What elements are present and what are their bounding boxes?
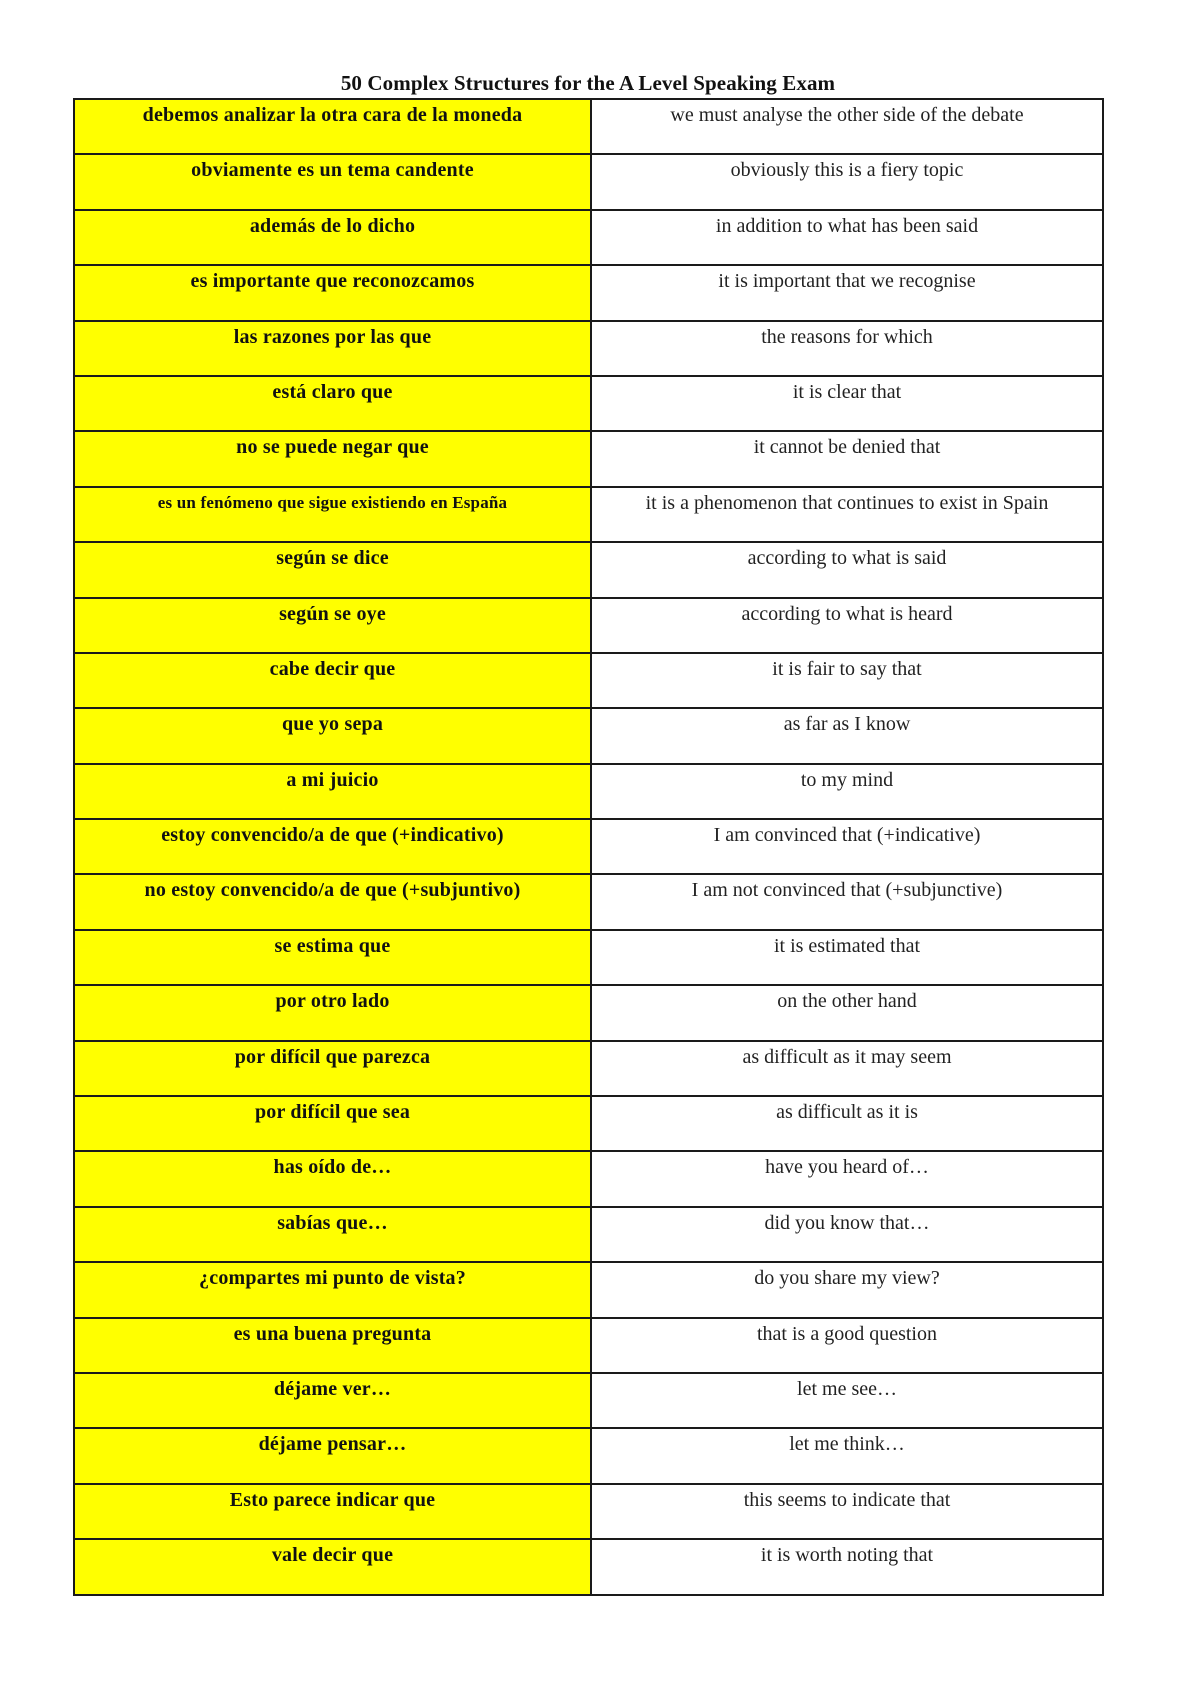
english-translation: it is important that we recognise (591, 265, 1103, 320)
english-translation: did you know that… (591, 1207, 1103, 1262)
table-row (74, 265, 1103, 320)
spanish-phrase: es un fenómeno que sigue existiendo en España (74, 487, 591, 542)
english-translation: it cannot be denied that (591, 431, 1103, 486)
table-row (74, 1428, 1103, 1483)
table-row (74, 210, 1103, 265)
table-row (74, 1539, 1103, 1594)
spanish-phrase: a mi juicio (74, 764, 591, 819)
spanish-phrase: sabías que… (74, 1207, 591, 1262)
table-row (74, 542, 1103, 597)
english-translation: it is worth noting that (591, 1539, 1103, 1594)
english-translation: that is a good question (591, 1318, 1103, 1373)
english-translation: it is a phenomenon that continues to exist in Spain (591, 487, 1103, 542)
spanish-phrase: vale decir que (74, 1539, 591, 1594)
table-row (74, 321, 1103, 376)
table-row (74, 1151, 1103, 1206)
spanish-phrase: según se oye (74, 598, 591, 653)
table-row (74, 1096, 1103, 1151)
table-row (74, 653, 1103, 708)
english-translation: obviously this is a fiery topic (591, 154, 1103, 209)
spanish-phrase: has oído de… (74, 1151, 591, 1206)
spanish-phrase: estoy convencido/a de que (+indicativo) (74, 819, 591, 874)
english-translation: it is estimated that (591, 930, 1103, 985)
table-row (74, 598, 1103, 653)
table-row (74, 1373, 1103, 1428)
spanish-phrase: por difícil que parezca (74, 1041, 591, 1096)
english-translation: do you share my view? (591, 1262, 1103, 1317)
table-row (74, 1484, 1103, 1539)
table-row (74, 819, 1103, 874)
spanish-phrase: que yo sepa (74, 708, 591, 763)
english-translation: this seems to indicate that (591, 1484, 1103, 1539)
phrase-table (73, 98, 1104, 1596)
spanish-phrase: es una buena pregunta (74, 1318, 591, 1373)
spanish-phrase: Esto parece indicar que (74, 1484, 591, 1539)
english-translation: as far as I know (591, 708, 1103, 763)
spanish-phrase: se estima que (74, 930, 591, 985)
spanish-phrase: además de lo dicho (74, 210, 591, 265)
spanish-phrase: debemos analizar la otra cara de la moneda (74, 99, 591, 154)
english-translation: as difficult as it is (591, 1096, 1103, 1151)
table-row (74, 154, 1103, 209)
spanish-phrase: por difícil que sea (74, 1096, 591, 1151)
spanish-phrase: ¿compartes mi punto de vista? (74, 1262, 591, 1317)
table-row (74, 1262, 1103, 1317)
spanish-phrase: déjame ver… (74, 1373, 591, 1428)
english-translation: it is fair to say that (591, 653, 1103, 708)
english-translation: let me think… (591, 1428, 1103, 1483)
english-translation: according to what is heard (591, 598, 1103, 653)
table-row (74, 985, 1103, 1040)
page-title: 50 Complex Structures for the A Level Speaking Exam (340, 71, 836, 95)
spanish-phrase: según se dice (74, 542, 591, 597)
table-row (74, 764, 1103, 819)
english-translation: in addition to what has been said (591, 210, 1103, 265)
english-translation: to my mind (591, 764, 1103, 819)
english-translation: as difficult as it may seem (591, 1041, 1103, 1096)
table-row (74, 376, 1103, 431)
english-translation: it is clear that (591, 376, 1103, 431)
spanish-phrase: está claro que (74, 376, 591, 431)
table-row (74, 1207, 1103, 1262)
table-row (74, 99, 1103, 154)
english-translation: let me see… (591, 1373, 1103, 1428)
spanish-phrase: cabe decir que (74, 653, 591, 708)
english-translation: I am not convinced that (+subjunctive) (591, 874, 1103, 929)
table-row (74, 930, 1103, 985)
spanish-phrase: déjame pensar… (74, 1428, 591, 1483)
spanish-phrase: por otro lado (74, 985, 591, 1040)
english-translation: I am convinced that (+indicative) (591, 819, 1103, 874)
table-row (74, 1318, 1103, 1373)
english-translation: on the other hand (591, 985, 1103, 1040)
english-translation: we must analyse the other side of the debate (591, 99, 1103, 154)
spanish-phrase: no estoy convencido/a de que (+subjuntivo) (74, 874, 591, 929)
english-translation: have you heard of… (591, 1151, 1103, 1206)
table-row (74, 431, 1103, 486)
english-translation: the reasons for which (591, 321, 1103, 376)
table-row (74, 487, 1103, 542)
table-row (74, 708, 1103, 763)
table-row (74, 1041, 1103, 1096)
spanish-phrase: las razones por las que (74, 321, 591, 376)
spanish-phrase: obviamente es un tema candente (74, 154, 591, 209)
english-translation: according to what is said (591, 542, 1103, 597)
spanish-phrase: es importante que reconozcamos (74, 265, 591, 320)
spanish-phrase: no se puede negar que (74, 431, 591, 486)
table-row (74, 874, 1103, 929)
